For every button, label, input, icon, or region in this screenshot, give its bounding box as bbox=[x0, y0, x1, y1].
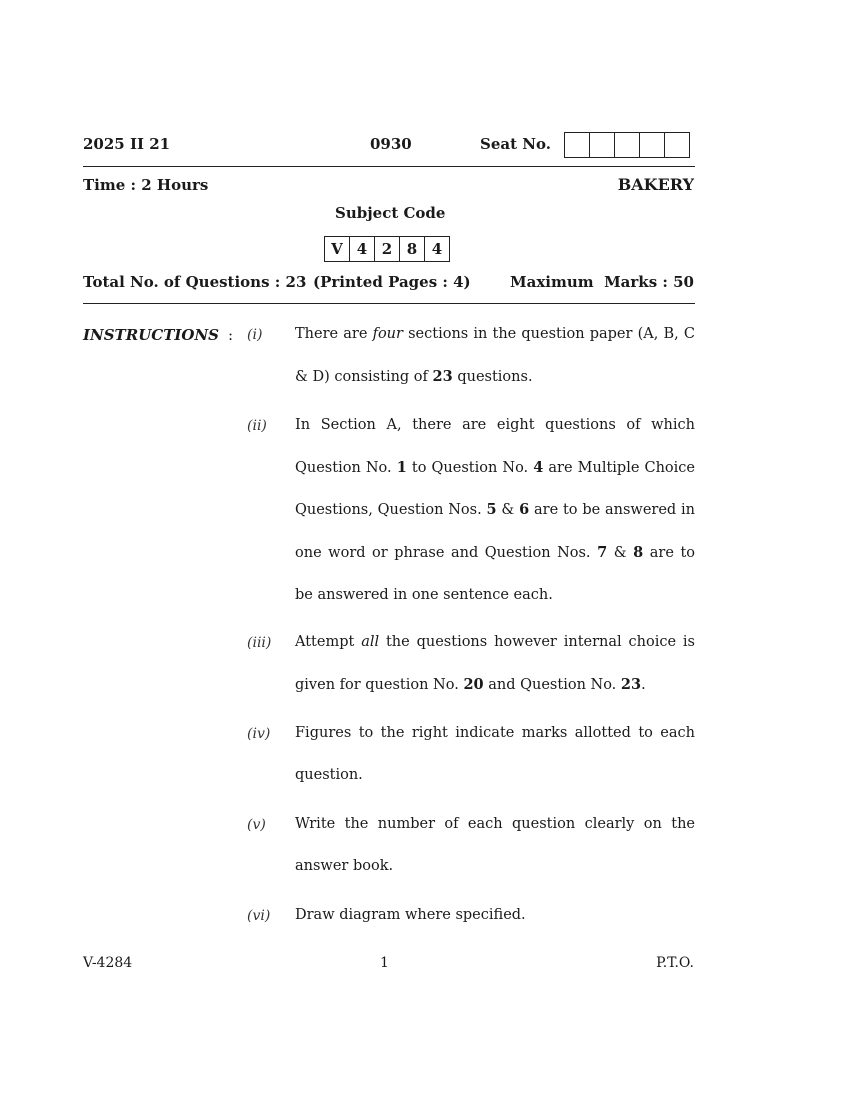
seat-digit-box[interactable] bbox=[665, 133, 689, 157]
instruction-text-run: 8 bbox=[633, 544, 644, 562]
seat-number-label: Seat No. bbox=[480, 135, 551, 153]
instruction-text-run: sections in the question paper (A, B, C & D) consisting of bbox=[295, 326, 695, 385]
subject-code-label: Subject Code bbox=[335, 204, 446, 222]
instruction-text-run: are to be answered in one word or phrase and Question Nos. bbox=[295, 502, 695, 562]
instruction-text-run: In Section A, there are eight questions of which Question No. bbox=[295, 417, 695, 476]
instruction-text-run: Attempt bbox=[295, 634, 362, 650]
header-divider-bottom bbox=[83, 303, 695, 304]
instruction-text bbox=[295, 314, 695, 398]
instruction-text-run: 4 bbox=[533, 458, 544, 476]
instructions-label: INSTRUCTIONS bbox=[83, 326, 219, 344]
instruction-text-run: are to be answered in one sentence each. bbox=[295, 545, 695, 603]
seat-digit-box[interactable] bbox=[590, 133, 615, 157]
seat-number-boxes[interactable] bbox=[564, 132, 690, 158]
subject-title: BAKERY bbox=[617, 175, 694, 194]
pto-note: P.T.O. bbox=[656, 955, 694, 971]
instruction-number: (i) bbox=[247, 327, 263, 343]
instruction-text-run: and Question No. bbox=[483, 676, 621, 693]
header-divider-top bbox=[83, 166, 695, 167]
paper-code: 0930 bbox=[370, 135, 412, 153]
instructions-colon: : bbox=[228, 326, 234, 344]
instruction-text-run: four bbox=[372, 326, 403, 342]
instruction-text bbox=[295, 622, 695, 706]
instruction-number: (iv) bbox=[247, 726, 271, 742]
instruction-number: (iii) bbox=[247, 635, 272, 651]
instruction-text-run: 23 bbox=[432, 367, 453, 385]
instruction-text-run: the questions however internal choice is given for question No. bbox=[295, 634, 696, 693]
instruction-text-run: Figures to the right indicate marks allotted to each question. bbox=[295, 725, 695, 783]
instruction-text-run: 6 bbox=[519, 501, 530, 519]
instruction-number: (v) bbox=[247, 817, 266, 833]
seat-digit-box[interactable] bbox=[565, 133, 590, 157]
instruction-text bbox=[295, 895, 695, 937]
footer-code: V-4284 bbox=[83, 955, 133, 971]
subject-code-char: 2 bbox=[375, 237, 400, 261]
seat-digit-box[interactable] bbox=[640, 133, 665, 157]
subject-code-char: 4 bbox=[350, 237, 375, 261]
instruction-text bbox=[295, 804, 695, 887]
subject-code-boxes bbox=[324, 236, 450, 262]
subject-code-char: 8 bbox=[400, 237, 425, 261]
subject-code-char: 4 bbox=[431, 240, 443, 258]
exam-time: Time : 2 Hours bbox=[83, 176, 209, 194]
printed-pages: (Printed Pages : 4) bbox=[313, 273, 471, 291]
instruction-text-run: all bbox=[361, 634, 380, 650]
subject-code-char: V bbox=[325, 237, 350, 261]
instruction-text-run: 7 bbox=[597, 544, 608, 562]
total-questions: Total No. of Questions : 23 bbox=[83, 273, 307, 291]
instruction-text bbox=[295, 405, 695, 617]
instruction-text-run: Draw diagram where specified. bbox=[295, 907, 526, 923]
instruction-text bbox=[295, 713, 695, 796]
instruction-text-run: questions. bbox=[452, 368, 533, 385]
instruction-text-run: 5 bbox=[486, 501, 497, 519]
instruction-text-run: 23 bbox=[620, 675, 642, 693]
instruction-text-run: & bbox=[496, 502, 520, 519]
instruction-text-run: There are bbox=[295, 326, 373, 342]
exam-code: 2025 II 21 bbox=[83, 135, 171, 153]
instruction-text-run: 1 bbox=[396, 458, 407, 476]
maximum-marks: Maximum Marks : 50 bbox=[510, 273, 694, 291]
instruction-text-run: to Question No. bbox=[406, 459, 534, 476]
instruction-text-run: 20 bbox=[463, 675, 484, 693]
instruction-text-run: Write the number of each question clearly on the answer book. bbox=[295, 816, 695, 874]
page-number: 1 bbox=[380, 955, 389, 971]
instruction-number: (vi) bbox=[247, 908, 271, 924]
instruction-text-run: are Multiple Choice Questions, Question Nos. bbox=[295, 459, 696, 519]
seat-digit-box[interactable] bbox=[615, 133, 640, 157]
instruction-number: (ii) bbox=[247, 418, 267, 434]
instruction-text-run: . bbox=[641, 676, 646, 693]
instruction-text-run: & bbox=[607, 545, 634, 562]
